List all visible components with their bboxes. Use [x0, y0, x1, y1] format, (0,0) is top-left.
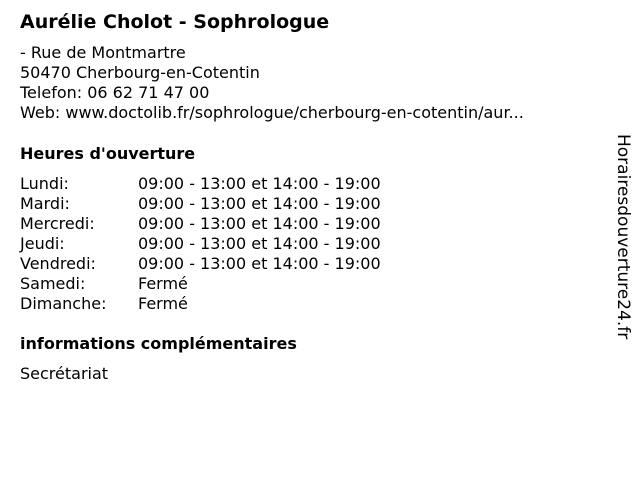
website-link[interactable]: Web: www.doctolib.fr/sophrologue/cherbourg-en-cotentin/aur...	[20, 103, 524, 122]
additional-info-heading: informations complémentaires	[20, 334, 297, 353]
business-address-block	[20, 43, 524, 123]
day-label: Mardi:	[20, 194, 70, 213]
opening-hours-table	[20, 174, 381, 314]
city-address: 50470 Cherbourg-en-Cotentin	[20, 63, 260, 82]
watermark-text: Horairesdouverture24.fr	[613, 134, 633, 340]
day-label: Vendredi:	[20, 254, 96, 273]
street-address: - Rue de Montmartre	[20, 43, 186, 62]
phone-number: Telefon: 06 62 71 47 00	[20, 83, 210, 102]
hours-row-tuesday	[20, 194, 381, 214]
day-label: Jeudi:	[20, 234, 65, 253]
day-label: Lundi:	[20, 174, 69, 193]
hours-row-friday	[20, 254, 381, 274]
additional-info-text: Secrétariat	[20, 364, 109, 383]
opening-hours-heading: Heures d'ouverture	[20, 144, 196, 163]
site-watermark	[612, 134, 636, 374]
day-hours: 09:00 - 13:00 et 14:00 - 19:00	[138, 214, 381, 233]
hours-row-sunday	[20, 294, 381, 314]
day-hours: 09:00 - 13:00 et 14:00 - 19:00	[138, 174, 381, 193]
hours-row-wednesday	[20, 214, 381, 234]
day-hours: 09:00 - 13:00 et 14:00 - 19:00	[138, 194, 381, 213]
hours-row-monday	[20, 174, 381, 194]
day-hours: 09:00 - 13:00 et 14:00 - 19:00	[138, 234, 381, 253]
day-label: Dimanche:	[20, 294, 107, 313]
day-label: Samedi:	[20, 274, 86, 293]
day-hours: Fermé	[138, 294, 188, 313]
hours-row-saturday	[20, 274, 381, 294]
business-title: Aurélie Cholot - Sophrologue	[20, 11, 330, 33]
day-label: Mercredi:	[20, 214, 95, 233]
hours-row-thursday	[20, 234, 381, 254]
day-hours: Fermé	[138, 274, 188, 293]
day-hours: 09:00 - 13:00 et 14:00 - 19:00	[138, 254, 381, 273]
